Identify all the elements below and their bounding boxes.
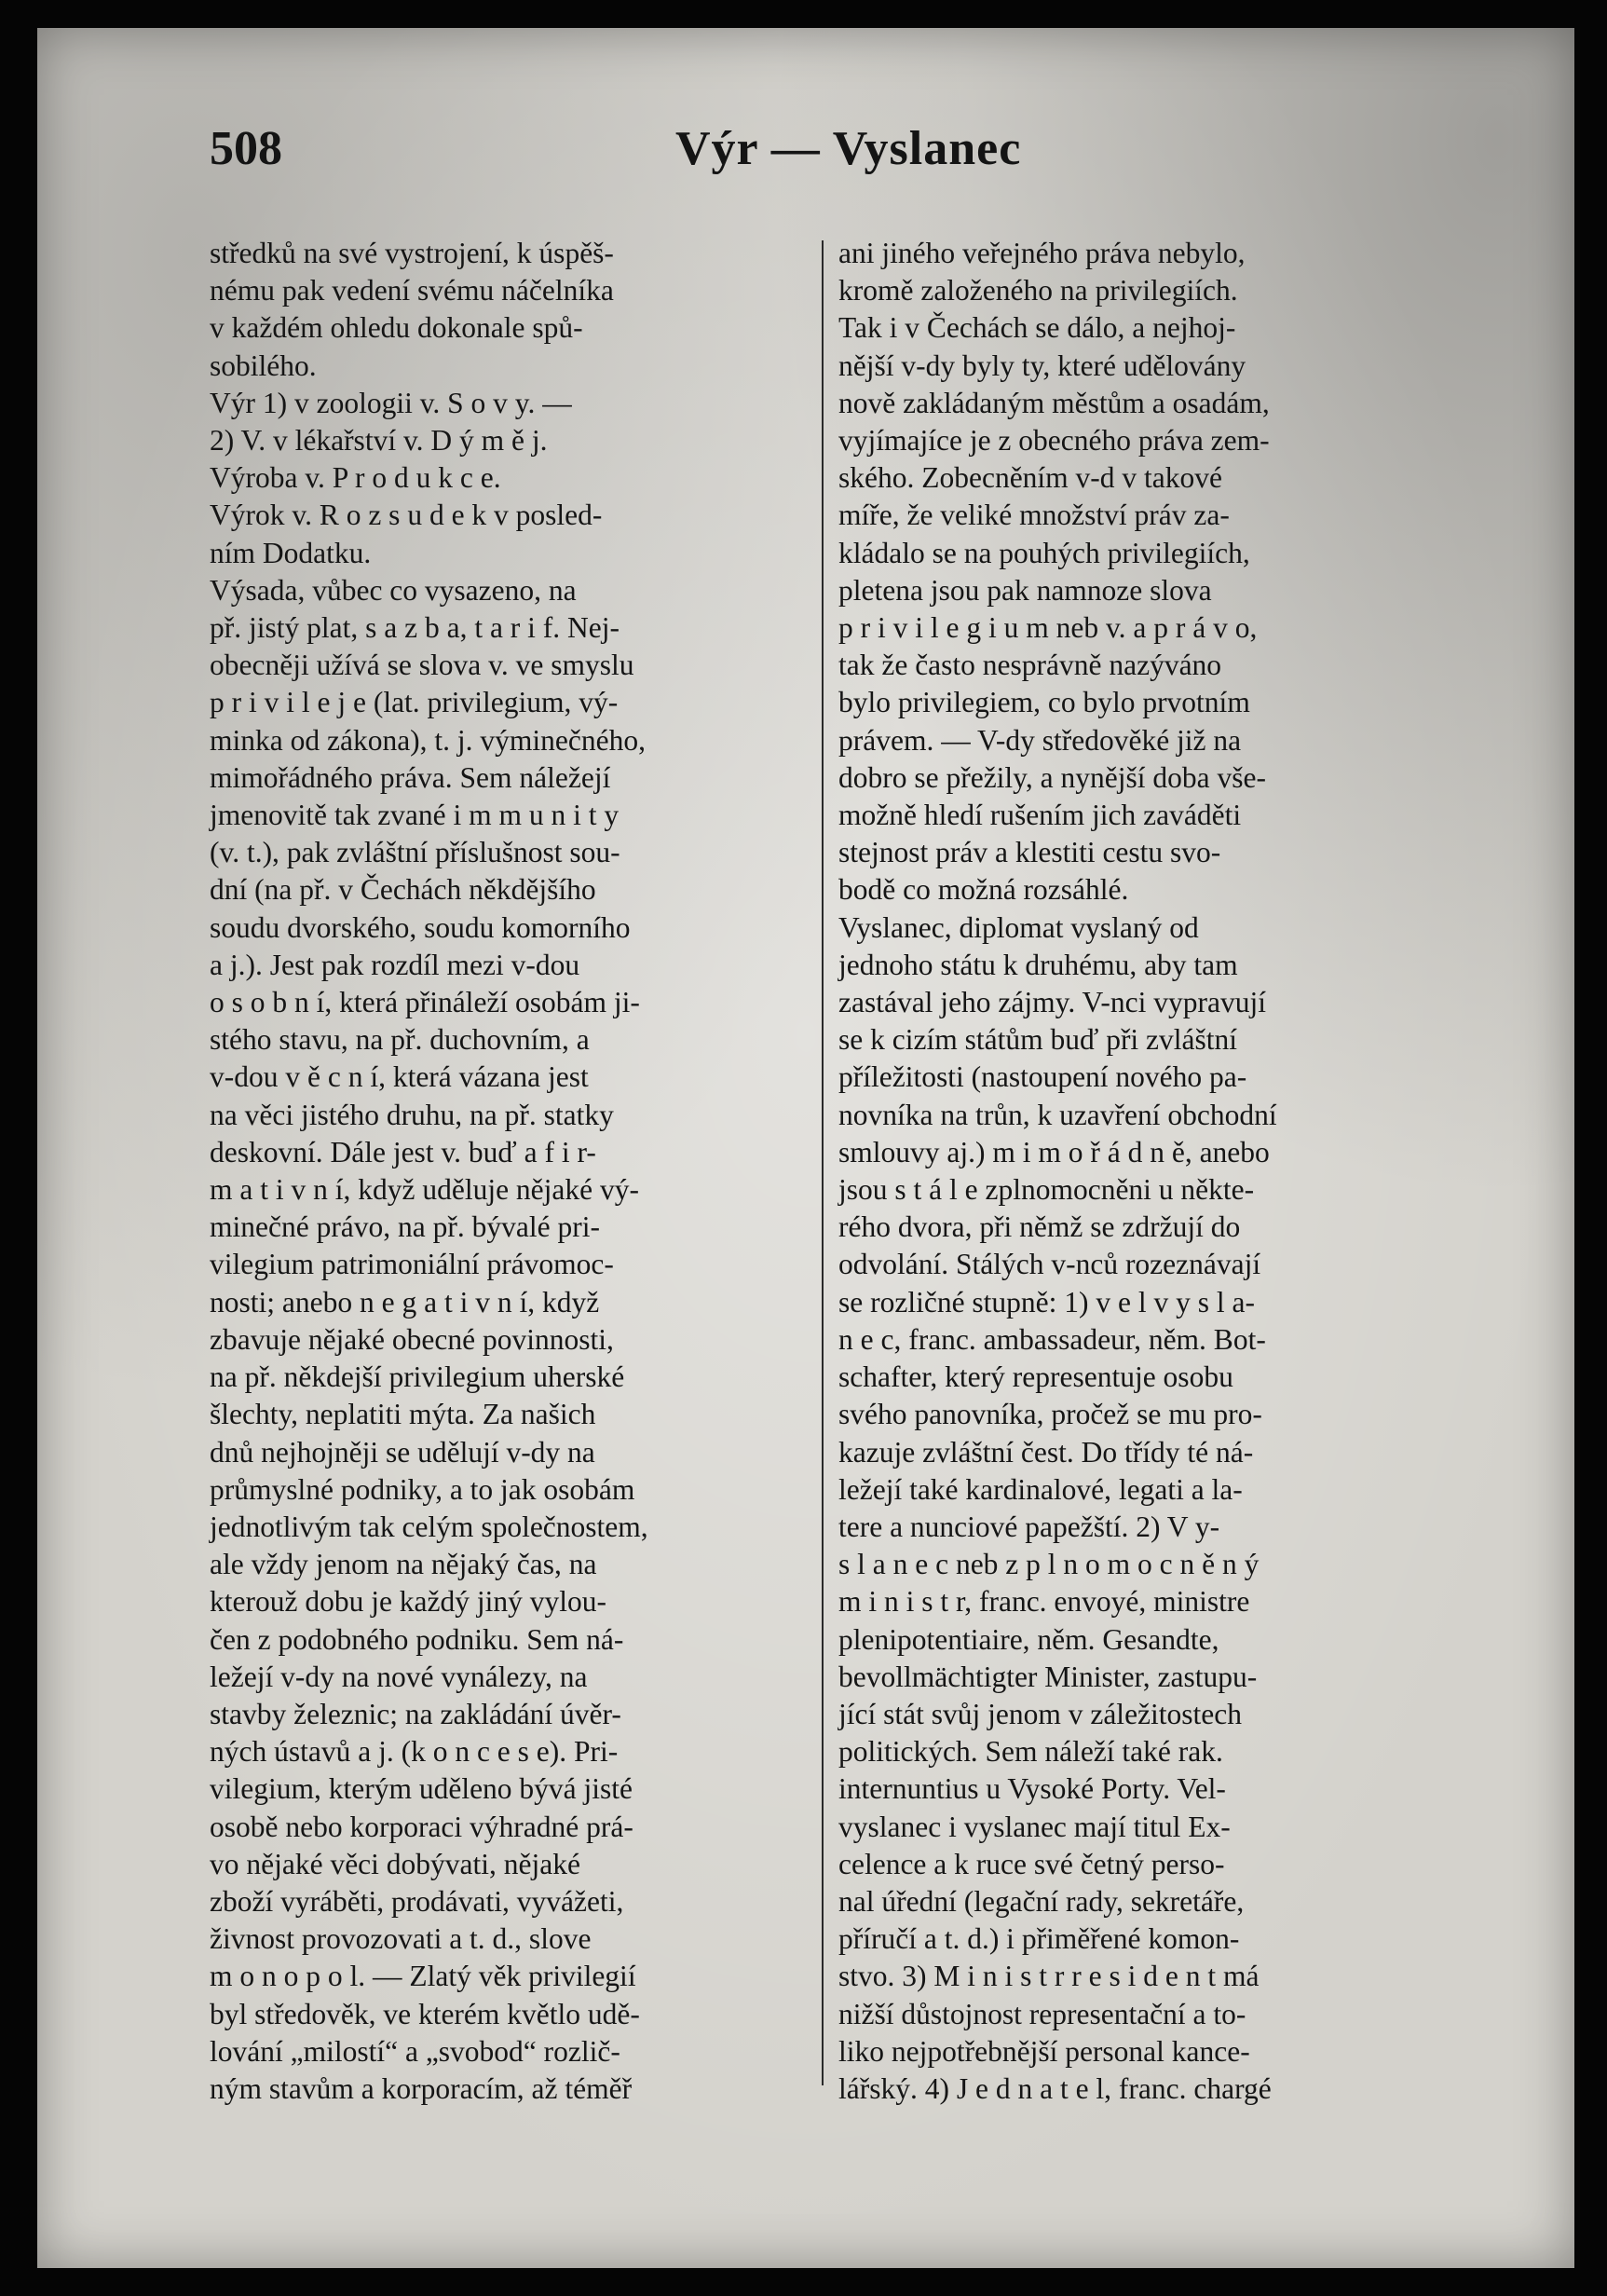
running-head: Výr — Vyslanec — [675, 122, 1022, 175]
right-column-line: kazuje zvláštní čest. Do třídy té ná- — [838, 1435, 1254, 1469]
right-column-line: vyjímajíce je z obecného práva zem- — [838, 424, 1270, 458]
right-column-line: stvo. 3) M i n i s t r r e s i d e n t má — [838, 1960, 1260, 1993]
right-column-line: odvolání. Stálých v-nců rozeznávají — [838, 1248, 1261, 1281]
left-column-line: ných ústavů a j. (k o n c e s e). Pri- — [210, 1735, 619, 1769]
left-column-line: deskovní. Dále jest v. buď a f i r- — [210, 1135, 596, 1168]
left-column-line: mimořádného práva. Sem náležejí — [210, 760, 611, 794]
right-column-line: Vyslanec, diplomat vyslaný od — [838, 910, 1199, 944]
right-column-line: pletena jsou pak namnoze slova — [838, 573, 1212, 607]
left-column-line: vilegium patrimoniální právomoc- — [210, 1248, 614, 1281]
left-column-line: čen z podobného podniku. Sem ná- — [210, 1622, 624, 1656]
left-column-line: Výsada, vůbec co vysazeno, na — [210, 573, 577, 607]
right-column-line: právem. — V-dy středověké již na — [838, 723, 1242, 757]
right-column-line: ani jiného veřejného práva nebylo, — [838, 237, 1246, 269]
left-column-line: dní (na př. v Čechách někdějšího — [210, 873, 596, 907]
page-number: 508 — [210, 122, 282, 175]
right-column-line: nově zakládaným městům a osadám, — [838, 386, 1270, 419]
right-column-line: Tak i v Čechách se dálo, a nejhoj- — [838, 311, 1236, 345]
left-column-line: m a t i v n í, když uděluje nějaké vý- — [210, 1173, 639, 1207]
right-column-line: zastával jeho zájmy. V-nci vypravují — [838, 986, 1266, 1019]
right-column-line: ského. Zobecněním v-d v takové — [838, 461, 1223, 495]
left-column-line: byl středověk, ve kterém květlo udě- — [210, 1997, 640, 2030]
left-column-line: osobě nebo korporaci výhradné prá- — [210, 1810, 633, 1843]
left-column-line: m o n o p o l. — Zlatý věk privilegií — [210, 1960, 636, 1993]
left-column-line: šlechty, neplatiti mýta. Za našich — [210, 1398, 596, 1431]
left-column-line: Výrok v. R o z s u d e k v posled- — [210, 499, 603, 532]
right-column-line: smlouvy aj.) m i m o ř á d n ě, anebo — [838, 1135, 1270, 1168]
left-column-line: na př. někdejší privilegium uherské — [210, 1360, 625, 1394]
left-column-line: živnost provozovati a t. d., slove — [210, 1922, 592, 1956]
right-column-line: celence a k ruce své četný perso- — [838, 1847, 1225, 1880]
left-column-line: v-dou v ě c n í, která vázana jest — [210, 1060, 589, 1094]
right-column-line: internuntius u Vysoké Porty. Vel- — [838, 1772, 1226, 1806]
left-column-line: nému pak vedení svému náčelníka — [210, 274, 614, 308]
right-column-line: nější v-dy byly ty, které udělovány — [838, 348, 1246, 382]
right-column-line: ležejí také kardinalové, legati a la- — [838, 1472, 1243, 1506]
scanned-page — [37, 28, 1574, 2268]
left-column-line: jmenovitě tak zvané i m m u n i t y — [210, 799, 620, 832]
left-column-line: vo nějaké věci dobývati, nějaké — [210, 1847, 580, 1880]
left-column-line: a j.). Jest pak rozdíl mezi v-dou — [210, 948, 580, 981]
left-column-line: 2) V. v lékařství v. D ý m ě j. — [210, 424, 548, 458]
right-column-line: novníka na trůn, k uzavření obchodní — [838, 1098, 1277, 1131]
left-column-line: stého stavu, na př. duchovním, a — [210, 1023, 590, 1057]
right-column-line: nal úřední (legační rady, sekretáře, — [838, 1884, 1245, 1918]
right-column-line: m i n i s t r, franc. envoyé, ministre — [838, 1585, 1250, 1619]
right-column-line: p r i v i l e g i u m neb v. a p r á v o, — [838, 611, 1258, 645]
left-column-line: minka od zákona), t. j. výminečného, — [210, 723, 646, 757]
right-column-line: kromě založeného na privilegiích. — [838, 274, 1238, 308]
left-column-line: Výr 1) v zoologii v. S o v y. — — [210, 386, 572, 419]
left-column-line: nosti; anebo n e g a t i v n í, když — [210, 1285, 600, 1319]
left-column-line: na věci jistého druhu, na př. statky — [210, 1098, 614, 1131]
left-column-line: př. jistý plat, s a z b a, t a r i f. Nej- — [210, 611, 620, 645]
right-column-line: tere a nunciové papežští. 2) V y- — [838, 1510, 1220, 1543]
left-column — [210, 235, 806, 2108]
left-column-line: průmyslné podniky, a to jak osobám — [210, 1472, 635, 1506]
left-column-line: ným stavům a korporacím, až téměř — [210, 2071, 633, 2105]
right-column-line: n e c, franc. ambassadeur, něm. Bot- — [838, 1322, 1266, 1356]
column-divider — [822, 240, 824, 2085]
right-column-line: možně hledí rušením jich zaváděti — [838, 799, 1242, 832]
right-column-line: jící stát svůj jenom v záležitostech — [838, 1697, 1243, 1730]
left-column-line: ale vždy jenom na nějaký čas, na — [210, 1548, 597, 1581]
right-column-line: nižší důstojnost representační a to- — [838, 1997, 1246, 2030]
left-column-line: obecněji užívá se slova v. ve smyslu — [210, 649, 634, 682]
right-column-line: liko nejpotřebnější personal kance- — [838, 2034, 1250, 2068]
right-column-line: lářský. 4) J e d n a t e l, franc. chargé — [838, 2071, 1272, 2105]
left-column-line: vilegium, kterým uděleno bývá jisté — [210, 1772, 633, 1806]
page-header — [210, 121, 1444, 205]
left-column-line: p r i v i l e j e (lat. privilegium, vý- — [210, 686, 619, 719]
right-column-line: příručí a t. d.) i přiměřené komon- — [838, 1922, 1240, 1956]
left-column-line: lování „milostí“ a „svobod“ rozlič- — [210, 2034, 620, 2068]
right-column — [838, 235, 1444, 2108]
right-column-line: plenipotentiaire, něm. Gesandte, — [838, 1622, 1219, 1656]
left-column-line: jednotlivým tak celým společnostem, — [210, 1510, 648, 1543]
right-column-line: schafter, který representuje osobu — [838, 1360, 1233, 1394]
left-column-line: zboží vyráběti, prodávati, vyvážeti, — [210, 1884, 624, 1918]
right-column-line: dobro se přežily, a nynější doba vše- — [838, 760, 1266, 794]
right-column-line: se rozličné stupně: 1) v e l v y s l a- — [838, 1285, 1255, 1319]
left-column-line: soudu dvorského, soudu komorního — [210, 910, 631, 944]
right-column-line: kládalo se na pouhých privilegiích, — [838, 536, 1250, 569]
right-column-line: bevollmächtigter Minister, zastupu- — [838, 1660, 1258, 1693]
left-column-line: kterouž dobu je každý jiný vylou- — [210, 1585, 607, 1619]
right-column-line: se k cizím státům buď při zvláštní — [838, 1023, 1238, 1057]
left-column-line: minečné právo, na př. bývalé pri- — [210, 1210, 600, 1244]
left-column-line: Výroba v. P r o d u k c e. — [210, 461, 501, 495]
right-column-line: tak že často nesprávně nazýváno — [838, 649, 1222, 682]
left-column-line: ležejí v-dy na nové vynálezy, na — [210, 1660, 588, 1693]
left-column-line: zbavuje nějaké obecné povinnosti, — [210, 1322, 614, 1356]
left-column-line: (v. t.), pak zvláštní příslušnost sou- — [210, 836, 620, 869]
right-column-line: rého dvora, při němž se zdržují do — [838, 1210, 1241, 1244]
right-column-line: svého panovníka, pročež se mu pro- — [838, 1398, 1262, 1431]
right-column-line: vyslanec i vyslanec mají titul Ex- — [838, 1810, 1231, 1843]
right-column-line: jednoho státu k druhému, aby tam — [838, 948, 1238, 981]
left-column-line: středků na své vystrojení, k úspěš- — [210, 237, 614, 269]
left-column-line: o s o b n í, která přináleží osobám ji- — [210, 986, 640, 1019]
right-column-line: bylo privilegiem, co bylo prvotním — [838, 686, 1250, 719]
right-column-line: s l a n e c neb z p l n o m o c n ě n ý — [838, 1548, 1260, 1581]
left-column-line: stavby železnic; na zakládání úvěr- — [210, 1697, 621, 1730]
left-column-line: ním Dodatku. — [210, 536, 372, 569]
left-column-line: sobilého. — [210, 348, 317, 382]
right-column-line: politických. Sem náleží také rak. — [838, 1735, 1223, 1769]
right-column-line: stejnost práv a klestiti cestu svo- — [838, 836, 1221, 869]
left-column-line: dnů nejhojněji se udělují v-dy na — [210, 1435, 595, 1469]
right-column-line: jsou s t á l e zplnomocněni u někte- — [838, 1173, 1255, 1207]
left-column-line: v každém ohledu dokonale spů- — [210, 311, 583, 345]
right-column-line: míře, že veliké množství práv za- — [838, 499, 1230, 532]
right-column-line: bodě co možná rozsáhlé. — [838, 873, 1129, 907]
right-column-line: příležitosti (nastoupení nového pa- — [838, 1060, 1247, 1094]
